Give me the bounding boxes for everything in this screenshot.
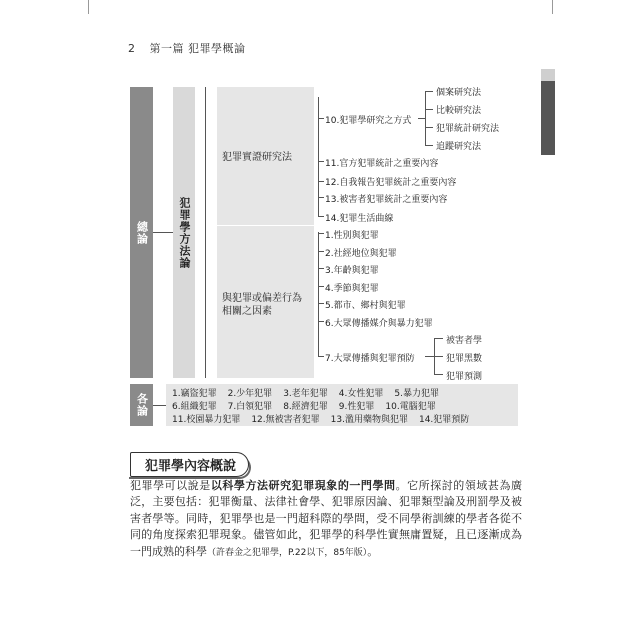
topic-13: 13.濫用藥物與犯罪 (330, 414, 408, 425)
page-top-rule (88, 0, 89, 14)
topic-4: 4.女性犯罪 (338, 388, 384, 399)
topic-5: 5.暴力犯罪 (394, 388, 439, 399)
item7-sub-1: 被害者學 (446, 336, 483, 346)
connector-line (318, 97, 319, 217)
item10-sub-1: 個案研究法 (436, 88, 482, 98)
factors-label: 與犯罪或偏差行為相關之因素 (222, 293, 302, 317)
connector-line (425, 127, 433, 128)
item-10: 10.犯罪學研究之方式 (325, 116, 412, 126)
connector-line (434, 374, 443, 375)
item7-sub-3: 犯罪預測 (446, 372, 483, 382)
topic-12: 12.無被害者犯罪 (251, 414, 320, 425)
connector-line (318, 181, 324, 182)
empirical-label: 犯罪實證研究法 (222, 152, 292, 163)
connector-line (318, 286, 324, 287)
item10-sub-3: 犯罪統計研究法 (436, 124, 500, 134)
connector-line (318, 268, 324, 269)
connector-line (425, 91, 433, 92)
connector-line (318, 197, 324, 198)
factor-1: 1.性別與犯罪 (325, 231, 379, 241)
overview-label: 總論 (135, 220, 149, 245)
specific-row-3 (172, 412, 518, 424)
chapter-title: 第一篇 犯罪學概論 (149, 42, 246, 55)
specific-row-1 (172, 386, 518, 398)
topic-2: 2.少年犯罪 (227, 388, 273, 399)
connector-line (318, 233, 324, 234)
connector-line (425, 356, 434, 357)
connector-line (434, 356, 443, 357)
connector-line (318, 251, 324, 252)
para-lead: 犯罪學可以說是 (130, 479, 211, 492)
topic-3: 3.老年犯罪 (283, 388, 328, 399)
factor-3: 3.年齡與犯罪 (325, 266, 379, 276)
factor-2: 2.社經地位與犯罪 (325, 249, 397, 259)
topic-8: 8.經濟犯罪 (283, 401, 328, 412)
method-block (173, 87, 195, 378)
specific-label: 各論 (135, 393, 149, 417)
connector-line (318, 118, 324, 119)
item-12: 12.自我報告犯罪統計之重要內容 (325, 178, 457, 188)
empirical-block (217, 87, 314, 225)
factors-block (217, 226, 314, 378)
item-14: 14.犯罪生活曲線 (325, 214, 394, 224)
connector-line (434, 338, 443, 339)
item10-sub-4: 追蹤研究法 (436, 142, 482, 152)
para-citation: （許春金之犯罪學，P.22以下，85年版） (207, 547, 368, 558)
para-end: 。 (367, 544, 379, 558)
factor-7: 7.大眾傳播與犯罪預防 (325, 354, 415, 364)
connector-line (318, 356, 324, 357)
page-number: 2 (128, 42, 136, 55)
connector-line (425, 109, 433, 110)
connector-line (318, 216, 324, 217)
item10-sub-2: 比較研究法 (436, 106, 482, 116)
chapter-tab-light (541, 69, 555, 81)
connector-line (425, 145, 433, 146)
topic-14: 14.犯罪預防 (418, 414, 470, 425)
method-label: 犯罪學方法論 (178, 196, 191, 269)
connector-line (318, 161, 324, 162)
connector-line (153, 232, 173, 233)
connector-line (153, 405, 166, 406)
topic-11: 11.校園暴力犯罪 (172, 414, 241, 425)
topic-1: 1.竊盜犯罪 (172, 388, 217, 399)
factor-6: 6.大眾傳播媒介與暴力犯罪 (325, 319, 433, 329)
item-13: 13.被害者犯罪統計之重要內容 (325, 195, 448, 205)
overview-block (130, 87, 153, 378)
section-title: 犯罪學內容概說 (130, 452, 249, 477)
connector-line (418, 118, 425, 119)
para-body: 。它所探討的領域甚為廣泛，主要包括：犯罪衡量、法律社會學、犯罪原因論、犯罪類型論及刑罰學及被害者學等。同時，犯罪學也是一門超科際的學問，受不同學術訓練的學者各從不同的角度探索犯罪現象。儘管如此，犯罪學的科學性實無庸置疑，且已逐漸成為一門成熟的科學 (130, 479, 523, 558)
item-11: 11.官方犯罪統計之重要內容 (325, 159, 439, 169)
topic-6: 6.組織犯罪 (172, 401, 217, 412)
specific-row-2 (172, 399, 518, 411)
topic-10: 10.電腦犯罪 (385, 401, 436, 412)
connector-line (425, 91, 426, 145)
specific-block (130, 384, 153, 426)
section-paragraph (130, 478, 522, 561)
connector-line (318, 321, 324, 322)
connector-line (205, 87, 206, 378)
connector-line (318, 303, 324, 304)
factor-5: 5.都市、鄉村與犯罪 (325, 301, 406, 311)
page-top-rule-right (552, 0, 553, 14)
topic-7: 7.白領犯罪 (227, 401, 273, 412)
factor-4: 4.季節與犯罪 (325, 284, 379, 294)
item7-sub-2: 犯罪黑數 (446, 354, 483, 364)
chapter-tab (541, 81, 555, 155)
para-key-phrase: 以科學方法研究犯罪現象的一門學問 (210, 479, 396, 492)
running-header (128, 40, 246, 56)
topic-9: 9.性犯罪 (338, 401, 375, 412)
